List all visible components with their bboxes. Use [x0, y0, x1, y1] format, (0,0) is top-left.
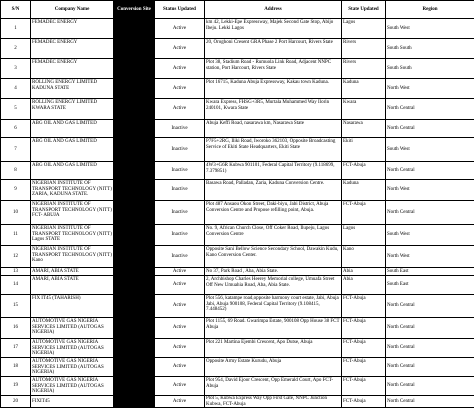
- cell-status: Active: [155, 79, 205, 99]
- cell-state: FCT-Abuja: [342, 318, 386, 339]
- table-row: [1, 225, 474, 246]
- cell-status: Active: [155, 39, 205, 59]
- table-row: [1, 295, 474, 318]
- cell-sn: 12: [1, 246, 31, 268]
- cell-state: FCT-Abuja: [342, 377, 386, 396]
- cell-sn: 7: [1, 138, 31, 162]
- cell-address: 2, Archbishop Charles Heerey Memorial college, Umuafa Street Off New Umuahia Road, Aba, Abia State.: [205, 276, 342, 295]
- cell-conversion-site: Conversion: [114, 59, 155, 79]
- cell-region: North Central: [386, 99, 474, 120]
- cell-address: Plot 556, katampe road,opposite harmony court estate, Jabi, Abuja Jabi, Abuja 900108, Federal Capital Territory (9.108415, 7.448452): [205, 295, 342, 318]
- cell-status: Inactive: [155, 120, 205, 138]
- cell-company-name: ABG OIL AND GAS LIMITED: [31, 138, 114, 162]
- cell-conversion-site: Conversion: [114, 180, 155, 201]
- cell-sn: 3: [1, 59, 31, 79]
- cell-region: South South: [386, 59, 474, 79]
- cell-status: Inactive: [155, 201, 205, 225]
- cell-company-name: AUTOMOTIVE GAS NIGERIA SERVICES LIMITED (AUTOGAS NIGERIA): [31, 318, 114, 339]
- cell-status: Active: [155, 268, 205, 276]
- cell-address: No 37, Park Road , Aba, Abia State.: [205, 268, 342, 276]
- cell-state: FCT-Abuja: [342, 295, 386, 318]
- table-row: [1, 276, 474, 295]
- cell-company-name: FEMADEC ENERGY: [31, 19, 114, 39]
- cell-sn: 2: [1, 39, 31, 59]
- table-row: [1, 318, 474, 339]
- cell-sn: 14: [1, 276, 31, 295]
- cell-address: Plot 5, Kubwa Express Way Opp First Gate, NNPC Junction Kubwa, FCT-Abuja: [205, 396, 342, 408]
- header-region: Region: [386, 1, 474, 19]
- cell-sn: 20: [1, 396, 31, 408]
- cell-company-name: ABG OIL AND GAS LIMITED: [31, 162, 114, 180]
- cell-state: Kaduna: [342, 79, 386, 99]
- cell-status: Active: [155, 99, 205, 120]
- cell-company-name: ROLLING ENERGY LIMITED KWARA STATE: [31, 99, 114, 120]
- header-conversion-site: Conversion Site: [114, 1, 155, 19]
- cell-company-name: NIGERIAN INSTITUTE OF TRANSPORT TECHNOLOGY (NITT) ZARIA, KADUNA STATE.: [31, 180, 114, 201]
- cell-company-name: AUTOMOTIVE GAS NIGERIA SERVICES LIMITED (AUTOGAS NIGERIA): [31, 358, 114, 377]
- cell-address: Kwara Express, FHSG+3R5, Murtala Muhammed Way Ilorin 240101, Kwara State: [205, 99, 342, 120]
- cell-conversion-site: Conversion: [114, 201, 155, 225]
- cell-sn: 11: [1, 225, 31, 246]
- cell-conversion-site: Conversion: [114, 396, 155, 408]
- cell-state: FCT-Abuja: [342, 162, 386, 180]
- table-row: [1, 339, 474, 358]
- cell-status: Active: [155, 339, 205, 358]
- cell-conversion-site: Conversion: [114, 99, 155, 120]
- cell-status: Active: [155, 295, 205, 318]
- cell-address: Plot 1155, 69 Road. Gwarimpa Estate, 900108 Opp House 38 FCT Abuja: [205, 318, 342, 339]
- cell-sn: 13: [1, 268, 31, 276]
- cell-sn: 10: [1, 201, 31, 225]
- cell-address: Plot 16715, Kaduna Abuja Expressway, Kakau town Kaduna.: [205, 79, 342, 99]
- table-row: [1, 358, 474, 377]
- cell-company-name: FEMADEC ENERGY: [31, 39, 114, 59]
- cell-sn: 15: [1, 295, 31, 318]
- cell-sn: 8: [1, 162, 31, 180]
- cell-region: South East: [386, 276, 474, 295]
- cell-sn: 1: [1, 19, 31, 39]
- cell-region: North West: [386, 180, 474, 201]
- cell-company-name: NIGERIAN INSTITUTE OF TRANSPORT TECHNOLOGY (NITT) Lagos STATE: [31, 225, 114, 246]
- table-row: [1, 99, 474, 120]
- cell-sn: 5: [1, 99, 31, 120]
- cell-region: South East: [386, 268, 474, 276]
- cell-status: Inactive: [155, 180, 205, 201]
- cell-region: North Central: [386, 339, 474, 358]
- cell-company-name: AUTOMOTIVE GAS NIGERIA SERVICES LIMITED (AUTOGAS NIGERIA): [31, 377, 114, 396]
- cell-address: Plot 38, Stadium Road - Rumuola Link Road, Adjacent NNPC station, Port Harcourt, Rivers State: [205, 59, 342, 79]
- cell-state: Abia: [342, 268, 386, 276]
- cell-region: North Central: [386, 120, 474, 138]
- cell-state: Kaduna: [342, 180, 386, 201]
- cell-company-name: AMARI, ABIA STATE: [31, 276, 114, 295]
- cell-conversion-site: Conversion: [114, 268, 155, 276]
- cell-sn: 16: [1, 318, 31, 339]
- cell-region: North Central: [386, 318, 474, 339]
- cell-region: North Central: [386, 358, 474, 377]
- cell-status: Inactive: [155, 162, 205, 180]
- cell-company-name: ABG OIL AND GAS LIMITED: [31, 120, 114, 138]
- cell-address: P7F5+2RG, Iliki Road, Iworoko 362103, Opposite Broadcasting Service of Ekiti State Headquarters, Ekiti State: [205, 138, 342, 162]
- cell-status: Inactive: [155, 138, 205, 162]
- cell-conversion-site: Conversion: [114, 339, 155, 358]
- table-row: [1, 79, 474, 99]
- cell-conversion-site: Conversion: [114, 162, 155, 180]
- cell-state: Rivers: [342, 59, 386, 79]
- cell-status: Active: [155, 276, 205, 295]
- cell-company-name: AMARI, ABIA STATE: [31, 268, 114, 276]
- cell-status: Active: [155, 19, 205, 39]
- cell-state: Abia: [342, 276, 386, 295]
- cell-region: South West: [386, 19, 474, 39]
- cell-status: Inactive: [155, 246, 205, 268]
- cell-state: Kano: [342, 246, 386, 268]
- cell-state: Kwara: [342, 99, 386, 120]
- table-row: [1, 268, 474, 276]
- cell-conversion-site: Conversion: [114, 318, 155, 339]
- cell-state: Lagos: [342, 225, 386, 246]
- cell-state: FCT-Abuja: [342, 339, 386, 358]
- cell-sn: 18: [1, 358, 31, 377]
- cell-status: Inactive: [155, 225, 205, 246]
- header-row: [1, 1, 474, 19]
- cell-company-name: AUTOMOTIVE GAS NIGERIA SERVICES LIMITED (AUTOGAS NIGERIA): [31, 339, 114, 358]
- cell-conversion-site: Conversion: [114, 138, 155, 162]
- header-sn: S/N: [1, 1, 31, 19]
- cell-region: North Central: [386, 201, 474, 225]
- cell-company-name: FIX IT45 (TAHARISH): [31, 295, 114, 318]
- cell-state: FCT-Abuja: [342, 396, 386, 408]
- cell-company-name: NIGERIAN INSTITUTE OF TRANSPORT TECHNOLOGY (NITT) FCT- ABUJA: [31, 201, 114, 225]
- cell-status: Active: [155, 377, 205, 396]
- table-body: [1, 19, 474, 408]
- cell-conversion-site: Conversion: [114, 246, 155, 268]
- cell-address: Plot 954, David Ejoor Crescent, Opp Emerald Court, Apo FCT- Abuja: [205, 377, 342, 396]
- cell-address: Plot 221 Martina Ejembi Crescent, Apo Dutse, Abuja: [205, 339, 342, 358]
- header-address: Address: [205, 1, 342, 19]
- cell-state: Lagos: [342, 19, 386, 39]
- cell-status: Active: [155, 358, 205, 377]
- cell-sn: 6: [1, 120, 31, 138]
- cell-address: No. 9, African Church Close, Off Coker Road, Ilupeju, Lagos Conversion Centre: [205, 225, 342, 246]
- cell-status: Active: [155, 318, 205, 339]
- header-state-updated: State Updated: [342, 1, 386, 19]
- cell-state: Rivers: [342, 39, 386, 59]
- cell-conversion-site: Conversion: [114, 19, 155, 39]
- cell-region: North West: [386, 246, 474, 268]
- cell-address: km 42, Lekki-Epe Expressway, Majek Second Gate Stop, Abijo Ibeju. Lekki Lagos: [205, 19, 342, 39]
- table-row: [1, 59, 474, 79]
- table-row: [1, 162, 474, 180]
- cell-address: Plot 487 Ansaou Okon Street, Daki-biyu, Jabi District, Abuja Conversion Centre and Propose refilling point, Abuja.: [205, 201, 342, 225]
- table-row: [1, 138, 474, 162]
- cell-state: FCT-Abuja: [342, 201, 386, 225]
- cell-region: South West: [386, 225, 474, 246]
- cell-address: 20, Oroghoni Cresent GRA Phase 2 Port Harcourt, Rivers State: [205, 39, 342, 59]
- table-row: [1, 120, 474, 138]
- cell-region: North Central: [386, 396, 474, 408]
- cell-region: North Central: [386, 295, 474, 318]
- cell-conversion-site: Conversion: [114, 120, 155, 138]
- table-row: [1, 180, 474, 201]
- cell-conversion-site: Conversion: [114, 295, 155, 318]
- cell-address: Opposite Army Estate Kurudu, Abuja: [205, 358, 342, 377]
- table-row: [1, 201, 474, 225]
- cell-region: South West: [386, 138, 474, 162]
- cell-company-name: NIGERIAN INSTITUTE OF TRANSPORT TECHNOLOGY (NITT) Kano: [31, 246, 114, 268]
- table-row: [1, 377, 474, 396]
- cell-conversion-site: Conversion: [114, 39, 155, 59]
- header-company-name: Company Name: [31, 1, 114, 19]
- cell-address: 4W3+G6R Kubwa 901101, Federal Capital Territory (9.118699, 7.379851): [205, 162, 342, 180]
- cell-conversion-site: Conversion: [114, 276, 155, 295]
- cell-conversion-site: Conversion: [114, 79, 155, 99]
- cell-status: Active: [155, 59, 205, 79]
- table-row: [1, 19, 474, 39]
- cell-status: Active: [155, 396, 205, 408]
- cell-region: North West: [386, 79, 474, 99]
- cell-conversion-site: Conversion: [114, 358, 155, 377]
- cell-address: Basawa Road, Palladan, Zaria, Kaduna Conversion Centre.: [205, 180, 342, 201]
- table-row: [1, 246, 474, 268]
- cell-sn: 19: [1, 377, 31, 396]
- cell-company-name: ROLLING ENERGY LIMITED KADUNA STATE: [31, 79, 114, 99]
- table-row: [1, 39, 474, 59]
- cell-region: North Central: [386, 162, 474, 180]
- cell-address: Opposite Sani Bellow Science Secondary School, Dawakin Kudu, Kano Conversion Center.: [205, 246, 342, 268]
- cell-conversion-site: Conversion: [114, 377, 155, 396]
- cell-company-name: FEMADEC ENERGY: [31, 59, 114, 79]
- cell-state: FCT-Abuja: [342, 358, 386, 377]
- cell-sn: 4: [1, 79, 31, 99]
- cell-sn: 17: [1, 339, 31, 358]
- cell-region: South South: [386, 39, 474, 59]
- cell-company-name: FIXIT45: [31, 396, 114, 408]
- cell-sn: 9: [1, 180, 31, 201]
- cell-address: Abuja Keffi Road, nasarawa km, Nasarawa State: [205, 120, 342, 138]
- cell-state: Ekiti: [342, 138, 386, 162]
- cell-region: North Central: [386, 377, 474, 396]
- table-row: [1, 396, 474, 408]
- cell-state: Nasarawa: [342, 120, 386, 138]
- cell-conversion-site: Conversion: [114, 225, 155, 246]
- header-status-updated: Status Updated: [155, 1, 205, 19]
